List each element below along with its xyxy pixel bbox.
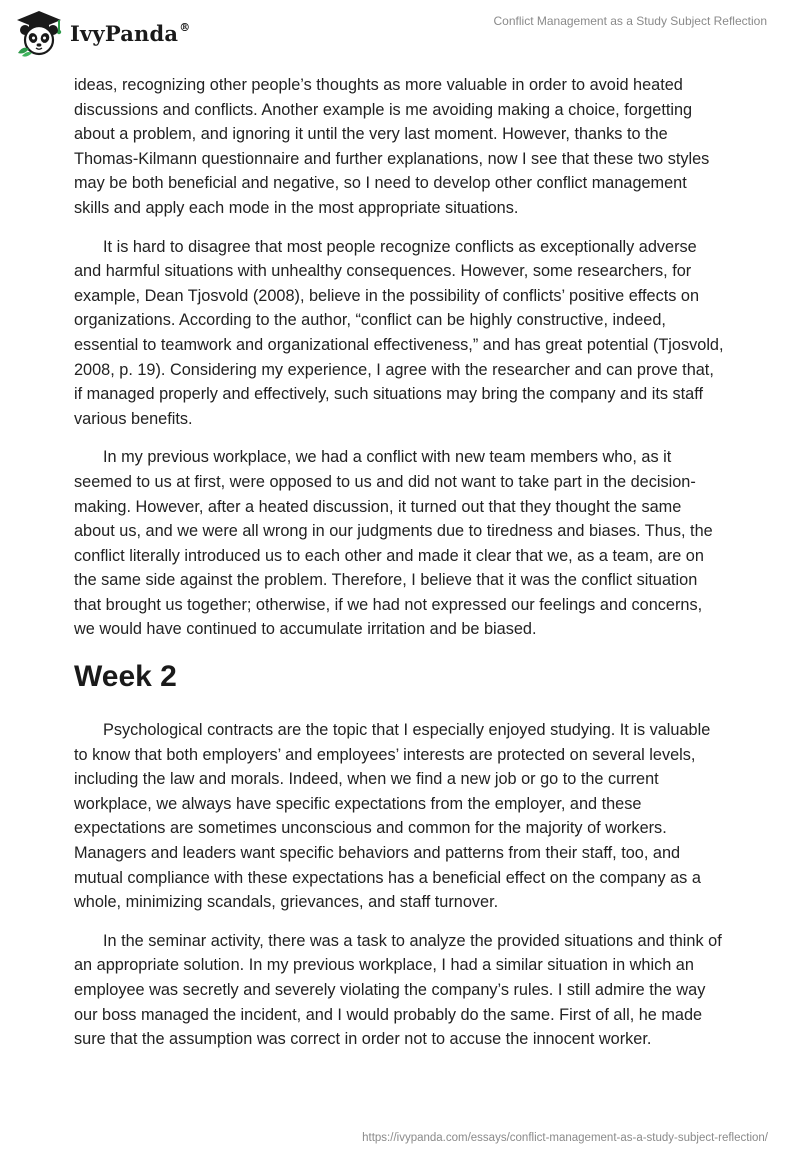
page-header [0, 0, 800, 66]
paragraph-1: ideas, recognizing other people’s thoughts as more valuable in order to avoid heated discussions and conflicts. Another example is me avoiding making a choice, forgetting about a problem, and ignoring it until the very last moment. However, thanks to the Thomas-Kilmann questionnaire and further explanations, now I see that these two styles may be both beneficial and negative, so I need to develop other conflict management skills and apply each mode in the most appropriate situations. [74, 76, 710, 217]
paragraph-4: Psychological contracts are the topic that I especially enjoyed studying. It is valuable to know that both employers’ and employees’ interests are protected on several levels, including the law and morals. Indeed, when we find a new job or go to the current workplace, we always have specific expectations from the employer, and these expectations are sometimes unconscious and common for the majority of workers. Managers and leaders want specific behaviors and patterns from their staff, too, and mutual compliance with these expectations has a beneficial effect on the company as a whole, minimizing scandals, grievances, and staff turnover. [74, 721, 711, 912]
paragraph-5: In the seminar activity, there was a task to analyze the provided situations and think of an appropriate solution. In my previous workplace, I had a similar situation in which an employee was secretly and severely violating the company’s rules. I still admire the way our boss managed the incident, and I would probably do the same. First of all, he made sure that the assumption was correct in order not to accuse the innocent worker. [74, 931, 722, 1049]
brand-name: IvyPanda® [70, 20, 191, 46]
registered-mark: ® [179, 20, 191, 34]
brand-logo[interactable] [14, 9, 190, 57]
source-url[interactable]: https://ivypanda.com/essays/conflict-management-as-a-study-subject-reflection/ [362, 1132, 768, 1144]
paragraph-3: In my previous workplace, we had a conflict with new team members who, as it seemed to us at first, were opposed to us and did not want to take part in the decision-making. However, after a heated discussion, it turned out that they thought the same about us, and we were all wrong in our judgments due to tiredness and biases. Thus, the conflict literally introduced us to each other and made it clear that we, as a team, are on the same side against the problem. Therefore, I believe that it was the conflict situation that brought us together; otherwise, if we had not expressed our feelings and concerns, we would have continued to accumulate irritation and be biased. [74, 448, 713, 639]
document-title: Conflict Management as a Study Subject Reflection [493, 14, 767, 28]
panda-logo-icon [14, 9, 64, 57]
paragraph-2: It is hard to disagree that most people recognize conflicts as exceptionally adverse and harmful situations with unhealthy consequences. However, some researchers, for example, Dean Tjosvold (2008), believe in the possibility of conflicts’ positive effects on organizations. According to the author, “conflict can be highly constructive, indeed, essential to teamwork and organizational effectiveness,” and has great potential (Tjosvold, 2008, p. 19). Considering my experience, I agree with the researcher and can prove that, if managed properly and effectively, such situations may bring the company and its staff various benefits. [74, 237, 724, 428]
essay-content [74, 73, 726, 1066]
section-heading-week-2: Week 2 [74, 660, 177, 694]
